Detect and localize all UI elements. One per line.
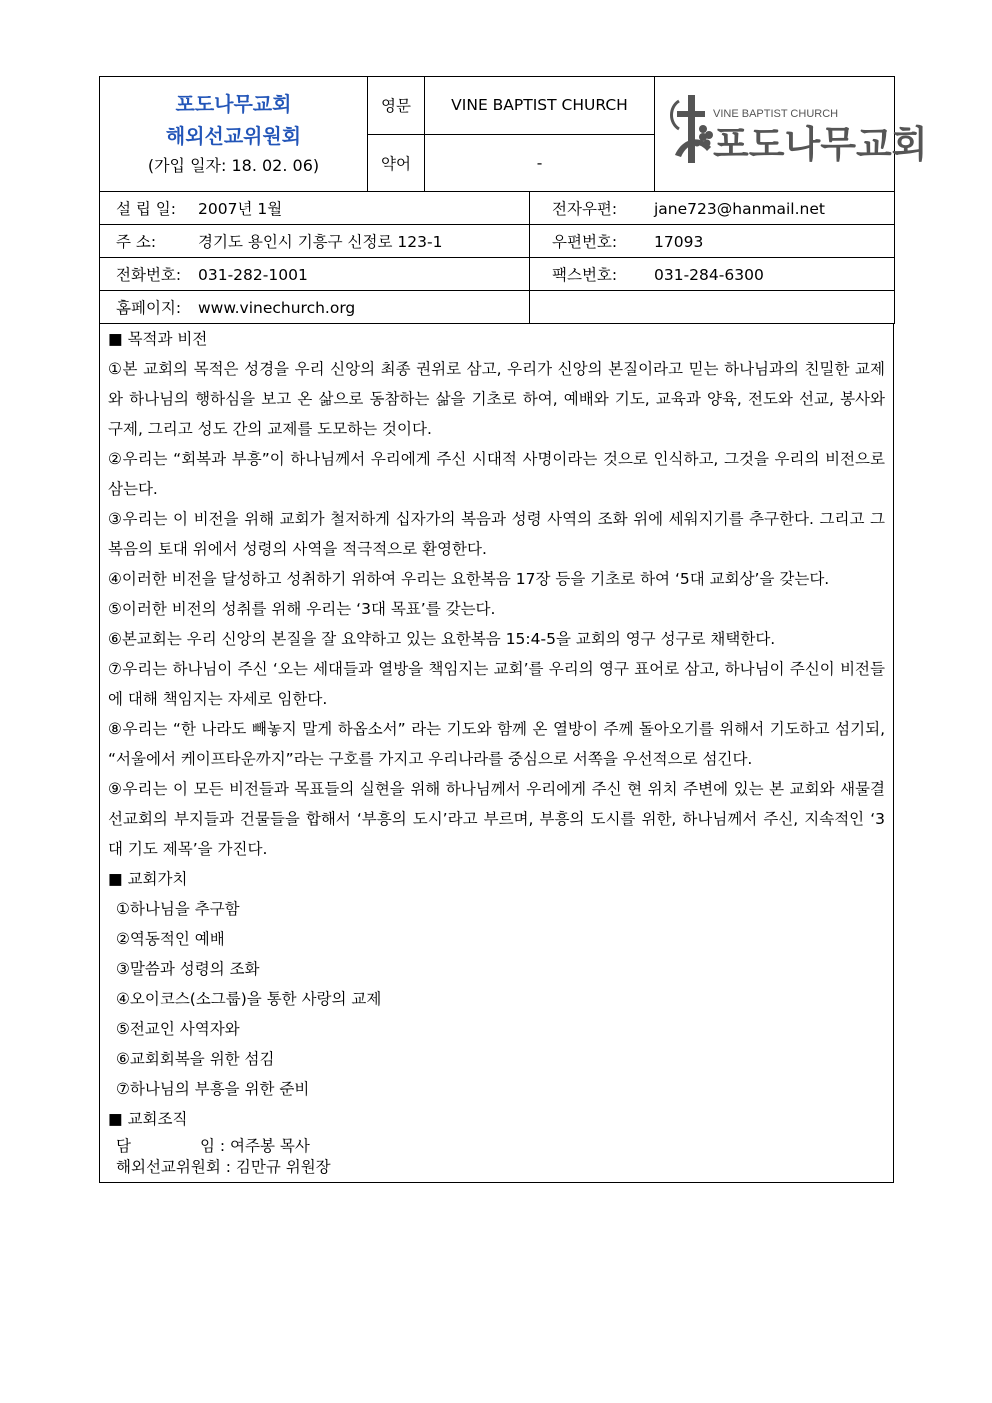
logo-cell xyxy=(655,77,928,192)
purpose-heading: ■ 목적과 비전 xyxy=(108,330,208,348)
english-name-label: 영문 xyxy=(368,77,425,135)
zip-label: 우편번호: xyxy=(552,233,618,251)
value-item: ②역동적인 예배 xyxy=(116,930,225,948)
value-item: ③말씀과 성령의 조화 xyxy=(116,960,260,978)
purpose-paragraph: ⑥본교회는 우리 신앙의 본질을 잘 요약하고 있는 요한복음 15:4-5을 교회의 영구 성구로 채택한다. xyxy=(108,630,776,648)
founded-label: 설 립 일: xyxy=(116,200,176,218)
organization-heading: ■ 교회조직 xyxy=(108,1110,188,1128)
address-value: 경기도 용인시 기흥구 신정로 123-1 xyxy=(198,233,443,251)
founded-cell xyxy=(100,192,530,225)
phone-label: 전화번호: xyxy=(116,266,182,284)
abbreviation-value: - xyxy=(425,134,655,192)
pastor-value: 여주봉 목사 xyxy=(230,1137,310,1155)
purpose-paragraph: ①본 교회의 목적은 성경을 우리 신앙의 최종 권위로 삼고, 우리가 신앙의 본질이라고 믿는 하나님과의 친밀한 교제와 하나님의 행하심을 보고 온 삶으로 동참하는 삶을 기초로 하여, 예배와 기도, 교육과 양육, 전도와 선교, 봉사와 구제, 그리고 성도 간의 교제를 도모하는 것이다. xyxy=(108,360,885,438)
pastor-label: 담 임 : xyxy=(116,1137,231,1155)
purpose-paragraph: ⑧우리는 “한 나라도 빼놓지 말게 하옵소서” 라는 기도와 함께 온 열방이 주께 돌아오기를 위해서 기도하고 섬기되, “서울에서 케이프타운까지”라는 구호를 가지고 우리나라를 중심으로 서쪽을 우선적으로 섬긴다. xyxy=(108,720,885,768)
fax-cell xyxy=(530,258,895,291)
value-item: ⑤전교인 사역자와 xyxy=(116,1020,240,1038)
fax-label: 팩스번호: xyxy=(552,266,618,284)
vine-cross-icon xyxy=(672,95,714,163)
logo-small-text: VINE BAPTIST CHURCH xyxy=(713,108,839,120)
purpose-paragraph: ②우리는 “회복과 부흥”이 하나님께서 우리에게 주신 시대적 사명이라는 것으로 인식하고, 그것을 우리의 비전으로 삼는다. xyxy=(108,450,885,498)
email-label: 전자우편: xyxy=(552,200,618,218)
english-name-value: VINE BAPTIST CHURCH xyxy=(425,77,655,135)
purpose-paragraph: ⑦우리는 하나님이 주신 ‘오는 세대들과 열방을 책임지는 교회’를 우리의 영구 표어로 삼고, 하나님이 주신이 비전들에 대해 책임지는 자세로 임한다. xyxy=(108,660,885,708)
church-logo xyxy=(655,77,928,187)
homepage-cell xyxy=(100,291,530,324)
value-item: ⑦하나님의 부흥을 위한 준비 xyxy=(116,1080,310,1098)
empty-cell xyxy=(530,291,895,324)
value-item: ④오이코스(소그룹)을 통한 사랑의 교제 xyxy=(116,990,382,1008)
founded-value: 2007년 1월 xyxy=(198,200,283,218)
value-item: ①하나님을 추구함 xyxy=(116,900,240,918)
join-date: (가입 일자: 18. 02. 06) xyxy=(147,156,320,175)
church-name: 포도나무교회 xyxy=(175,92,292,116)
pastor-row xyxy=(116,1136,885,1157)
email-cell xyxy=(530,192,895,225)
document-page xyxy=(99,76,928,1183)
purpose-paragraph: ③우리는 이 비전을 위해 교회가 철저하게 십자가의 복음과 성령 사역의 조화 위에 세워지기를 추구한다. 그리고 그 복음의 토대 위에서 성령의 사역을 적극적으로 환영한다. xyxy=(108,510,885,558)
purpose-paragraph: ⑨우리는 이 모든 비전들과 목표들의 실현을 위해 하나님께서 우리에게 주신 현 위치 주변에 있는 본 교회와 새물결선교회의 부지들과 건물들을 합해서 ‘부흥의 도시’라고 부르며, 부흥의 도시를 위한, 하나님께서 주신, 지속적인 ‘3대 기도 제목’을 가진다. xyxy=(108,780,885,858)
homepage-link[interactable]: www.vinechurch.org xyxy=(198,299,356,317)
committee-row xyxy=(116,1157,885,1178)
purpose-paragraph: ⑤이러한 비전의 성취를 위해 우리는 ‘3대 목표’를 갖는다. xyxy=(108,600,496,618)
title-cell xyxy=(100,77,368,192)
address-cell xyxy=(100,225,530,258)
phone-value: 031-282-1001 xyxy=(198,266,308,284)
content-box xyxy=(99,324,894,1183)
organization-list xyxy=(108,1136,885,1178)
homepage-label: 홈페이지: xyxy=(116,299,182,317)
header-table xyxy=(99,76,928,324)
value-item: ⑥교회회복을 위한 섬김 xyxy=(116,1050,275,1068)
committee-name: 해외선교위원회 xyxy=(165,124,302,148)
purpose-paragraph: ④이러한 비전을 달성하고 성취하기 위하여 우리는 요한복음 17장 등을 기초로 하여 ‘5대 교회상’을 갖는다. xyxy=(108,570,830,588)
fax-value: 031-284-6300 xyxy=(654,266,764,284)
abbreviation-label: 약어 xyxy=(368,134,425,192)
committee-label: 해외선교위원회 : xyxy=(116,1158,236,1176)
committee-value: 김만규 위원장 xyxy=(235,1158,331,1176)
phone-cell xyxy=(100,258,530,291)
values-heading: ■ 교회가치 xyxy=(108,870,188,888)
email-value: jane723@hanmail.net xyxy=(654,200,825,218)
logo-big-text: 포도나무교회 xyxy=(713,123,928,166)
address-label: 주 소: xyxy=(116,233,157,251)
zip-value: 17093 xyxy=(654,233,704,251)
zip-cell xyxy=(530,225,895,258)
